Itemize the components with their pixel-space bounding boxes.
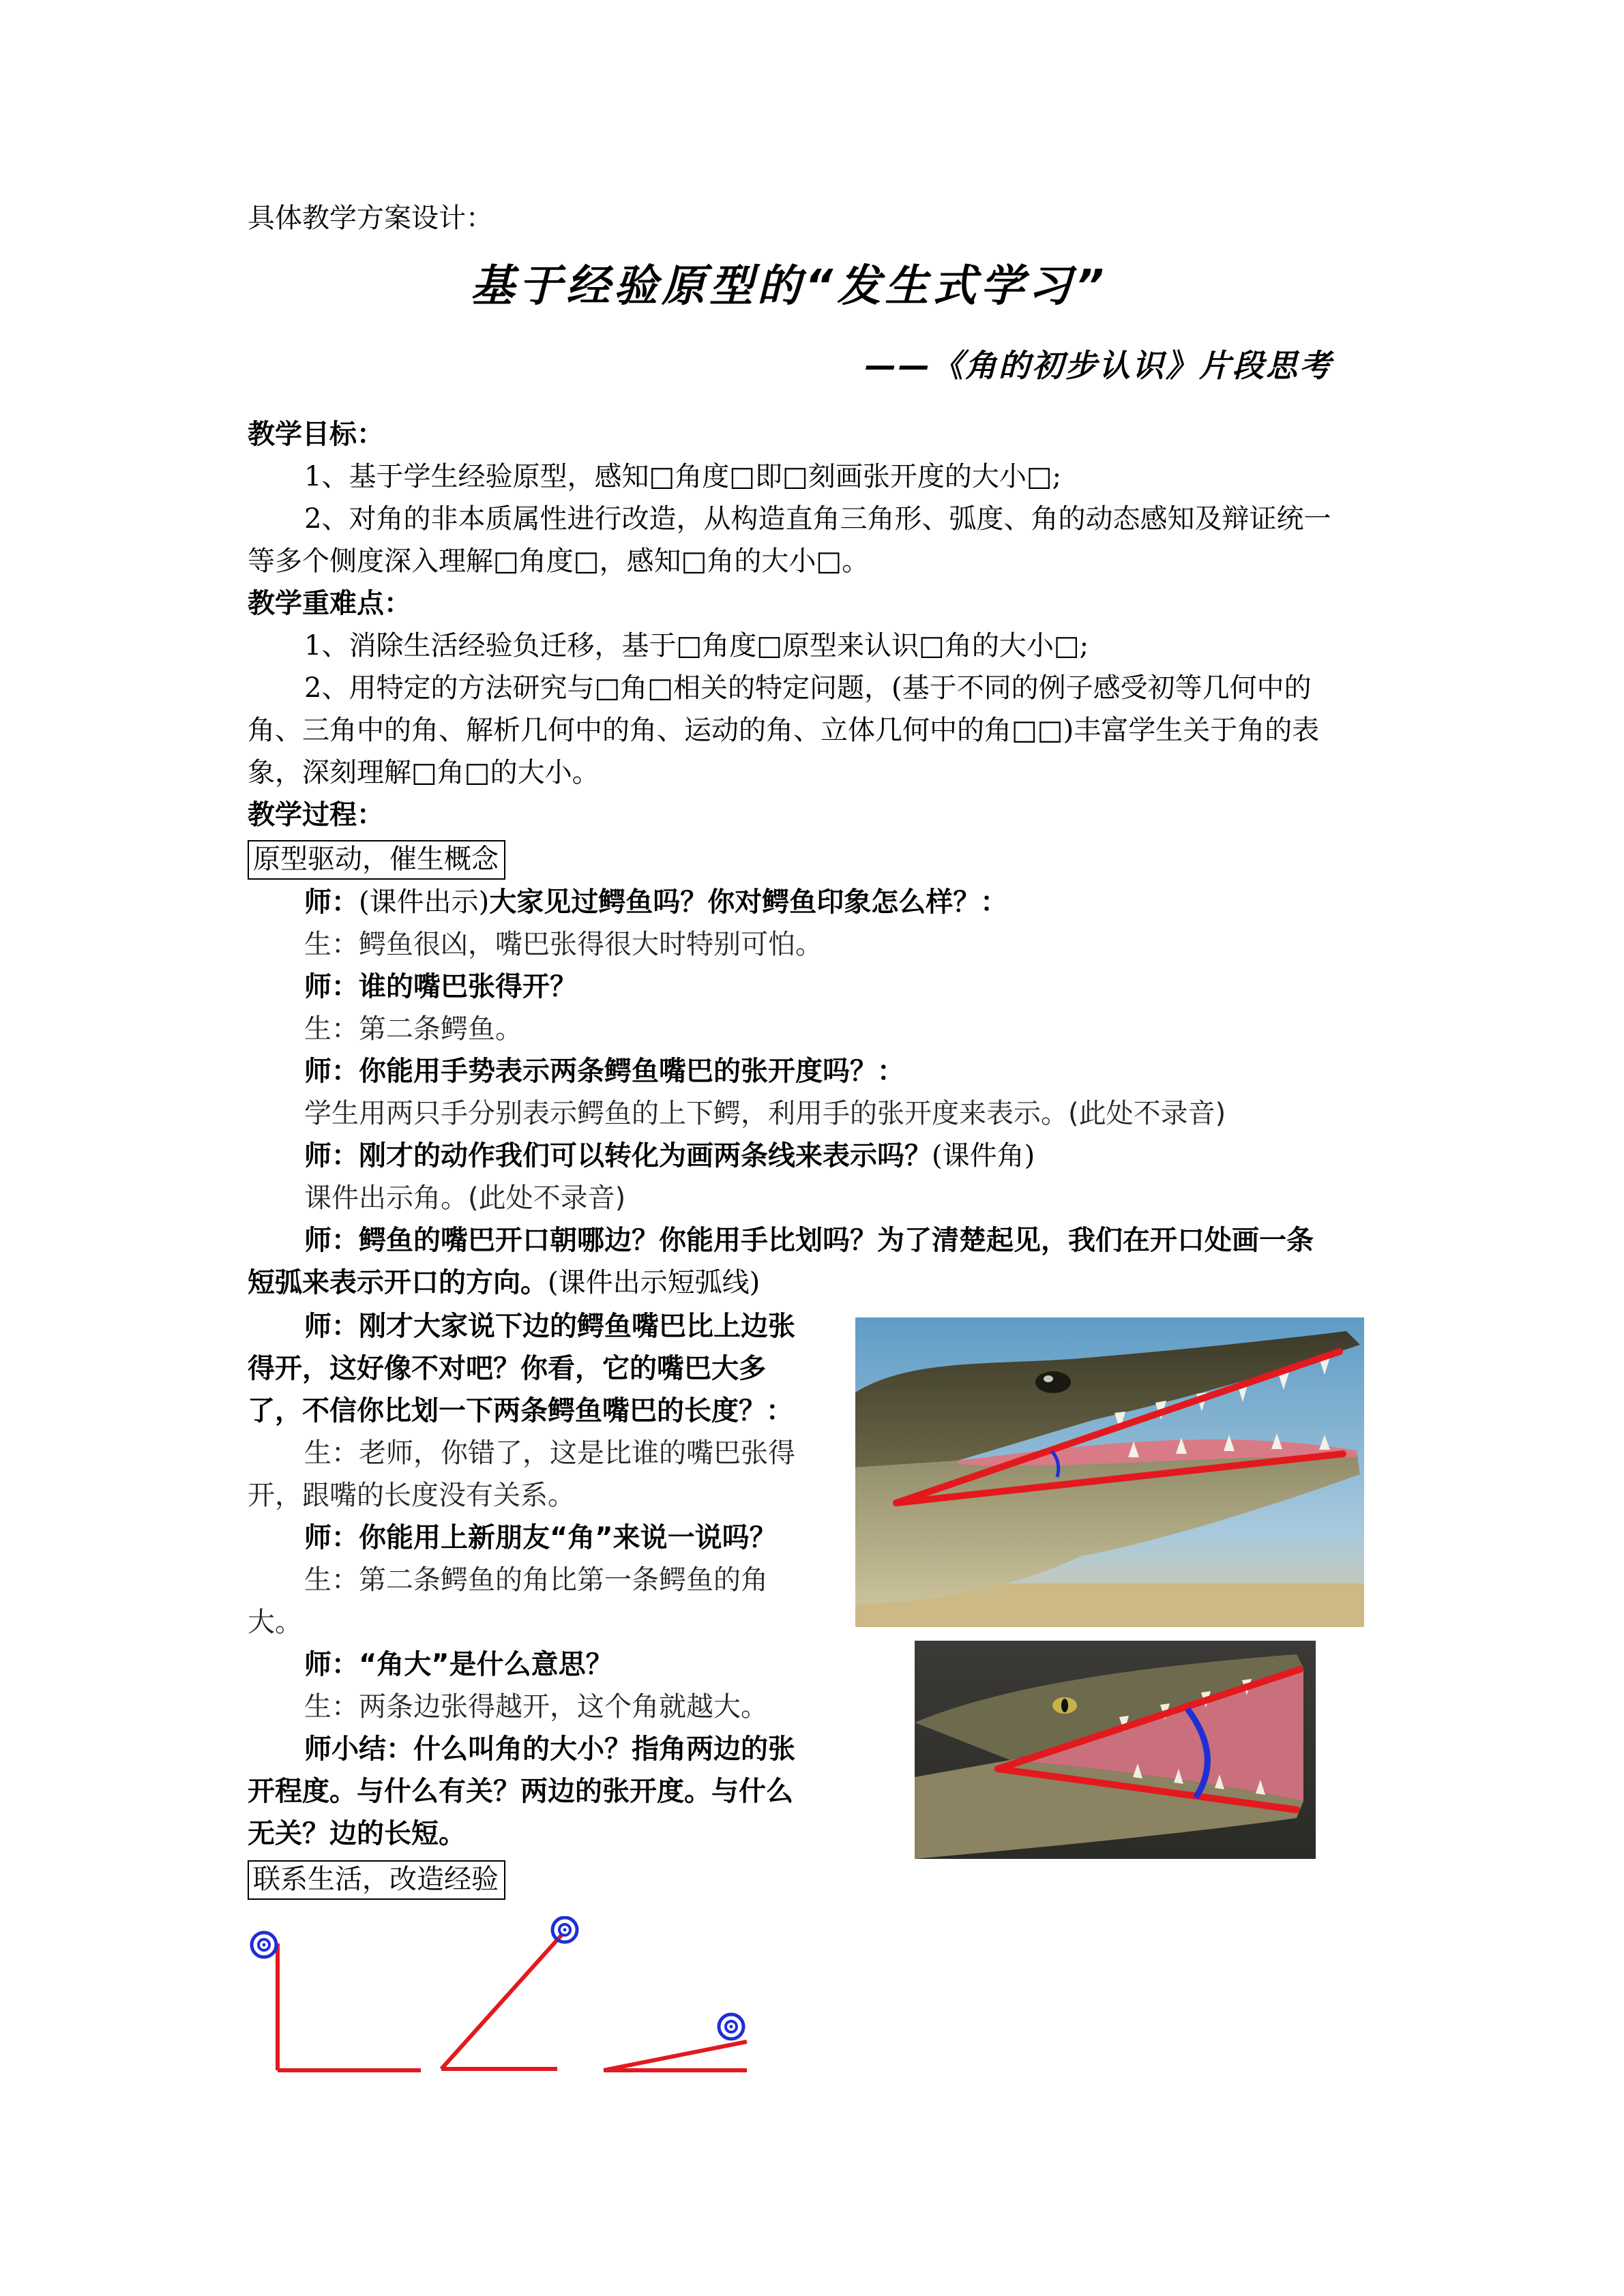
dialogue-line: 大。 (248, 1607, 302, 1638)
section-label-life: 联系生活，改造经验 (248, 1860, 505, 1900)
dialogue-line: 师小结：什么叫角的大小？指角两边的张 (304, 1733, 795, 1765)
dialogue-line: 生：第二条鳄鱼的角比第一条鳄鱼的角 (304, 1564, 768, 1596)
dialogue-line: 生：第二条鳄鱼。 (304, 1013, 522, 1045)
dialogue-line: 师：谁的嘴巴张得开？ (304, 971, 577, 1002)
goal-item-1: 1、基于学生经验原型，感知□角度□即□刻画张开度的大小□; (304, 461, 1062, 492)
document-subtitle: ——《角的初步认识》片段思考 (865, 347, 1333, 384)
dialogue-speaker: 师： (304, 886, 359, 918)
document-title: 基于经验原型的“发生式学习” (471, 261, 1108, 312)
keypoint-item-1: 1、消除生活经验负迁移，基于□角度□原型来认识□角的大小□; (304, 630, 1089, 661)
dialogue-note: (课件角) (932, 1140, 1035, 1172)
dialogue-line: 学生用两只手分别表示鳄鱼的上下鳄，利用手的张开度来表示。(此处不录音) (304, 1098, 1226, 1129)
dialogue-line (304, 1139, 1035, 1173)
acute-angle-diagram (441, 1918, 577, 2069)
crocodile-photo-1 (855, 1317, 1364, 1627)
dialogue-line: 师：刚才大家说下边的鳄鱼嘴巴比上边张 (304, 1311, 795, 1342)
dialogue-line: 得开，这好像不对吧？你看，它的嘴巴大多 (248, 1353, 766, 1384)
dialogue-line: 开程度。与什么有关？两边的张开度。与什么 (248, 1776, 793, 1807)
dialogue-line: 师：你能用手势表示两条鳄鱼嘴巴的张开度吗？： (304, 1056, 904, 1087)
dialogue-note: (课件出示短弧线) (548, 1267, 761, 1298)
right-angle-diagram (252, 1933, 421, 2070)
dialogue-line: 开，跟嘴的长度没有关系。 (248, 1480, 575, 1511)
dialogue-question: 大家见过鳄鱼吗？你对鳄鱼印象怎么样？： (489, 886, 1008, 918)
dialogue-question: 师：刚才的动作我们可以转化为画两条线来表示吗？ (304, 1140, 932, 1172)
goal-item-2-cont: 等多个侧度深入理解□角度□，感知□角的大小□。 (248, 546, 870, 577)
keypoints-heading: 教学重难点： (248, 588, 411, 619)
crocodile-photo-2 (915, 1641, 1316, 1859)
dialogue-line (248, 1266, 760, 1300)
dialogue-line: 师：“角大”是什么意思？ (304, 1649, 613, 1680)
keypoint-item-2: 2、用特定的方法研究与□角□相关的特定问题，(基于不同的例子感受初等几何中的 (304, 672, 1312, 704)
dialogue-line: 了，不信你比划一下两条鳄鱼嘴巴的长度？： (248, 1395, 793, 1427)
dialogue-line: 师：鳄鱼的嘴巴开口朝哪边？你能用手比划吗？为了清楚起见，我们在开口处画一条 (304, 1225, 1314, 1256)
dialogue-note: (课件出示) (359, 886, 490, 918)
dialogue-line: 生：两条边张得越开，这个角就越大。 (304, 1691, 768, 1723)
process-heading: 教学过程： (248, 799, 384, 831)
goals-heading: 教学目标： (248, 419, 384, 450)
dialogue-line: 课件出示角。(此处不录音) (304, 1182, 626, 1214)
small-angle-diagram (604, 2014, 747, 2070)
dialogue-line: 师：你能用上新朋友“角”来说一说吗？ (304, 1522, 777, 1553)
keypoint-item-2-end: 象，深刻理解□角□的大小。 (248, 757, 600, 788)
dialogue-line: 无关？边的长短。 (248, 1818, 466, 1849)
keypoint-item-2-cont: 角、三角中的角、解析几何中的角、运动的角、立体几何中的角□□)丰富学生关于角的表 (248, 715, 1320, 746)
goal-item-2: 2、对角的非本质属性进行改造，从构造直角三角形、弧度、角的动态感知及辩证统一 (304, 503, 1331, 535)
angle-diagrams (242, 1916, 761, 2087)
dialogue-line: 生：鳄鱼很凶，嘴巴张得很大时特别可怕。 (304, 929, 823, 960)
dialogue-question: 短弧来表示开口的方向。 (248, 1267, 548, 1298)
section-label-prototype: 原型驱动，催生概念 (248, 840, 505, 880)
header-label: 具体教学方案设计： (248, 203, 493, 234)
dialogue-line (304, 885, 1007, 919)
dialogue-line: 生：老师，你错了，这是比谁的嘴巴张得 (304, 1437, 795, 1469)
